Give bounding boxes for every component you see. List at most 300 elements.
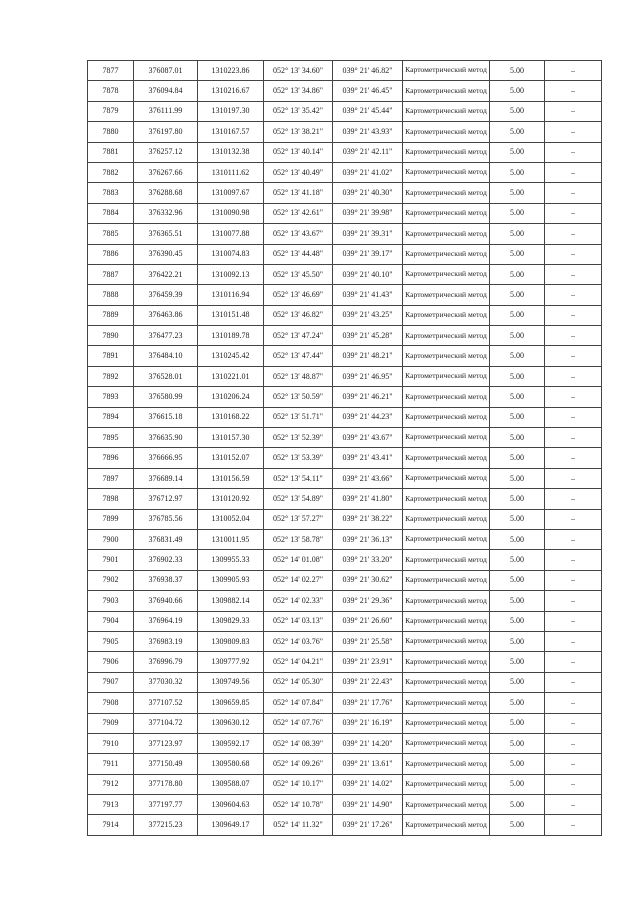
accuracy-cell: 5.00 bbox=[490, 509, 545, 529]
x-coordinate-cell: 376094.84 bbox=[134, 81, 198, 101]
point-number-cell: 7906 bbox=[88, 652, 134, 672]
latitude-cell: 052° 13' 46.82" bbox=[264, 305, 333, 325]
x-coordinate-cell: 376087.01 bbox=[134, 61, 198, 81]
point-number-cell: 7893 bbox=[88, 387, 134, 407]
latitude-cell: 052° 13' 40.49" bbox=[264, 162, 333, 182]
note-cell: – bbox=[545, 774, 602, 794]
table-row bbox=[88, 570, 602, 590]
method-cell: Картометрический метод bbox=[403, 591, 490, 611]
note-cell: – bbox=[545, 122, 602, 142]
point-number-cell: 7905 bbox=[88, 631, 134, 651]
point-number-cell: 7908 bbox=[88, 693, 134, 713]
longitude-cell: 039° 21' 40.30" bbox=[333, 183, 403, 203]
point-number-cell: 7878 bbox=[88, 81, 134, 101]
accuracy-cell: 5.00 bbox=[490, 142, 545, 162]
longitude-cell: 039° 21' 43.25" bbox=[333, 305, 403, 325]
y-coordinate-cell: 1310011.95 bbox=[198, 529, 264, 549]
longitude-cell: 039° 21' 25.58" bbox=[333, 631, 403, 651]
longitude-cell: 039° 21' 43.93" bbox=[333, 122, 403, 142]
method-cell: Картометрический метод bbox=[403, 509, 490, 529]
x-coordinate-cell: 377178.80 bbox=[134, 774, 198, 794]
point-number-cell: 7914 bbox=[88, 815, 134, 835]
x-coordinate-cell: 376111.99 bbox=[134, 101, 198, 121]
note-cell: – bbox=[545, 305, 602, 325]
method-cell: Картометрический метод bbox=[403, 672, 490, 692]
longitude-cell: 039° 21' 39.98" bbox=[333, 203, 403, 223]
latitude-cell: 052° 13' 45.50" bbox=[264, 264, 333, 284]
longitude-cell: 039° 21' 17.76" bbox=[333, 693, 403, 713]
latitude-cell: 052° 14' 03.13" bbox=[264, 611, 333, 631]
note-cell: – bbox=[545, 224, 602, 244]
table-row bbox=[88, 550, 602, 570]
x-coordinate-cell: 376422.21 bbox=[134, 264, 198, 284]
x-coordinate-cell: 376390.45 bbox=[134, 244, 198, 264]
accuracy-cell: 5.00 bbox=[490, 611, 545, 631]
accuracy-cell: 5.00 bbox=[490, 366, 545, 386]
method-cell: Картометрический метод bbox=[403, 529, 490, 549]
note-cell: – bbox=[545, 366, 602, 386]
method-cell: Картометрический метод bbox=[403, 428, 490, 448]
accuracy-cell: 5.00 bbox=[490, 183, 545, 203]
accuracy-cell: 5.00 bbox=[490, 122, 545, 142]
note-cell: – bbox=[545, 529, 602, 549]
latitude-cell: 052° 13' 34.86" bbox=[264, 81, 333, 101]
latitude-cell: 052° 13' 47.44" bbox=[264, 346, 333, 366]
point-number-cell: 7879 bbox=[88, 101, 134, 121]
table-row bbox=[88, 428, 602, 448]
table-row bbox=[88, 448, 602, 468]
latitude-cell: 052° 13' 54.11" bbox=[264, 468, 333, 488]
y-coordinate-cell: 1310077.88 bbox=[198, 224, 264, 244]
y-coordinate-cell: 1309580.68 bbox=[198, 754, 264, 774]
method-cell: Картометрический метод bbox=[403, 611, 490, 631]
table-row bbox=[88, 142, 602, 162]
method-cell: Картометрический метод bbox=[403, 693, 490, 713]
method-cell: Картометрический метод bbox=[403, 448, 490, 468]
accuracy-cell: 5.00 bbox=[490, 591, 545, 611]
accuracy-cell: 5.00 bbox=[490, 285, 545, 305]
table-row bbox=[88, 509, 602, 529]
accuracy-cell: 5.00 bbox=[490, 489, 545, 509]
latitude-cell: 052° 13' 43.67" bbox=[264, 224, 333, 244]
accuracy-cell: 5.00 bbox=[490, 81, 545, 101]
point-number-cell: 7910 bbox=[88, 733, 134, 753]
accuracy-cell: 5.00 bbox=[490, 305, 545, 325]
method-cell: Картометрический метод bbox=[403, 101, 490, 121]
y-coordinate-cell: 1309955.33 bbox=[198, 550, 264, 570]
accuracy-cell: 5.00 bbox=[490, 468, 545, 488]
method-cell: Картометрический метод bbox=[403, 264, 490, 284]
method-cell: Картометрический метод bbox=[403, 203, 490, 223]
longitude-cell: 039° 21' 39.17" bbox=[333, 244, 403, 264]
table-row bbox=[88, 693, 602, 713]
x-coordinate-cell: 377107.52 bbox=[134, 693, 198, 713]
note-cell: – bbox=[545, 203, 602, 223]
x-coordinate-cell: 376477.23 bbox=[134, 326, 198, 346]
accuracy-cell: 5.00 bbox=[490, 733, 545, 753]
longitude-cell: 039° 21' 46.95" bbox=[333, 366, 403, 386]
longitude-cell: 039° 21' 23.91" bbox=[333, 652, 403, 672]
accuracy-cell: 5.00 bbox=[490, 693, 545, 713]
point-number-cell: 7903 bbox=[88, 591, 134, 611]
x-coordinate-cell: 376332.96 bbox=[134, 203, 198, 223]
point-number-cell: 7896 bbox=[88, 448, 134, 468]
note-cell: – bbox=[545, 672, 602, 692]
accuracy-cell: 5.00 bbox=[490, 631, 545, 651]
x-coordinate-cell: 376666.95 bbox=[134, 448, 198, 468]
accuracy-cell: 5.00 bbox=[490, 101, 545, 121]
x-coordinate-cell: 376940.66 bbox=[134, 591, 198, 611]
y-coordinate-cell: 1310197.30 bbox=[198, 101, 264, 121]
x-coordinate-cell: 376580.99 bbox=[134, 387, 198, 407]
x-coordinate-cell: 377150.49 bbox=[134, 754, 198, 774]
latitude-cell: 052° 13' 34.60" bbox=[264, 61, 333, 81]
method-cell: Картометрический метод bbox=[403, 570, 490, 590]
accuracy-cell: 5.00 bbox=[490, 346, 545, 366]
y-coordinate-cell: 1310097.67 bbox=[198, 183, 264, 203]
latitude-cell: 052° 13' 50.59" bbox=[264, 387, 333, 407]
x-coordinate-cell: 377104.72 bbox=[134, 713, 198, 733]
x-coordinate-cell: 376964.19 bbox=[134, 611, 198, 631]
accuracy-cell: 5.00 bbox=[490, 795, 545, 815]
accuracy-cell: 5.00 bbox=[490, 162, 545, 182]
point-number-cell: 7892 bbox=[88, 366, 134, 386]
table-row bbox=[88, 203, 602, 223]
y-coordinate-cell: 1310156.59 bbox=[198, 468, 264, 488]
accuracy-cell: 5.00 bbox=[490, 244, 545, 264]
note-cell: – bbox=[545, 387, 602, 407]
method-cell: Картометрический метод bbox=[403, 285, 490, 305]
accuracy-cell: 5.00 bbox=[490, 326, 545, 346]
point-number-cell: 7899 bbox=[88, 509, 134, 529]
x-coordinate-cell: 376689.14 bbox=[134, 468, 198, 488]
longitude-cell: 039° 21' 26.60" bbox=[333, 611, 403, 631]
table-row bbox=[88, 264, 602, 284]
note-cell: – bbox=[545, 652, 602, 672]
latitude-cell: 052° 13' 44.48" bbox=[264, 244, 333, 264]
method-cell: Картометрический метод bbox=[403, 815, 490, 835]
coordinates-table-body bbox=[88, 61, 602, 836]
y-coordinate-cell: 1310092.13 bbox=[198, 264, 264, 284]
y-coordinate-cell: 1310157.30 bbox=[198, 428, 264, 448]
note-cell: – bbox=[545, 754, 602, 774]
accuracy-cell: 5.00 bbox=[490, 672, 545, 692]
x-coordinate-cell: 377123.97 bbox=[134, 733, 198, 753]
y-coordinate-cell: 1310167.57 bbox=[198, 122, 264, 142]
latitude-cell: 052° 13' 40.14" bbox=[264, 142, 333, 162]
point-number-cell: 7887 bbox=[88, 264, 134, 284]
latitude-cell: 052° 14' 07.76" bbox=[264, 713, 333, 733]
coordinates-table bbox=[87, 60, 602, 836]
method-cell: Картометрический метод bbox=[403, 795, 490, 815]
latitude-cell: 052° 14' 05.30" bbox=[264, 672, 333, 692]
note-cell: – bbox=[545, 611, 602, 631]
point-number-cell: 7894 bbox=[88, 407, 134, 427]
latitude-cell: 052° 13' 42.61" bbox=[264, 203, 333, 223]
note-cell: – bbox=[545, 61, 602, 81]
y-coordinate-cell: 1309630.12 bbox=[198, 713, 264, 733]
latitude-cell: 052° 14' 10.17" bbox=[264, 774, 333, 794]
x-coordinate-cell: 376983.19 bbox=[134, 631, 198, 651]
y-coordinate-cell: 1309777.92 bbox=[198, 652, 264, 672]
y-coordinate-cell: 1310052.04 bbox=[198, 509, 264, 529]
table-row bbox=[88, 81, 602, 101]
x-coordinate-cell: 376267.66 bbox=[134, 162, 198, 182]
longitude-cell: 039° 21' 36.13" bbox=[333, 529, 403, 549]
method-cell: Картометрический метод bbox=[403, 142, 490, 162]
x-coordinate-cell: 376288.68 bbox=[134, 183, 198, 203]
accuracy-cell: 5.00 bbox=[490, 550, 545, 570]
point-number-cell: 7884 bbox=[88, 203, 134, 223]
point-number-cell: 7911 bbox=[88, 754, 134, 774]
y-coordinate-cell: 1309659.85 bbox=[198, 693, 264, 713]
note-cell: – bbox=[545, 509, 602, 529]
note-cell: – bbox=[545, 550, 602, 570]
point-number-cell: 7885 bbox=[88, 224, 134, 244]
latitude-cell: 052° 13' 35.42" bbox=[264, 101, 333, 121]
latitude-cell: 052° 14' 02.27" bbox=[264, 570, 333, 590]
table-row bbox=[88, 326, 602, 346]
latitude-cell: 052° 13' 46.69" bbox=[264, 285, 333, 305]
accuracy-cell: 5.00 bbox=[490, 815, 545, 835]
table-row bbox=[88, 795, 602, 815]
x-coordinate-cell: 377030.32 bbox=[134, 672, 198, 692]
method-cell: Картометрический метод bbox=[403, 366, 490, 386]
accuracy-cell: 5.00 bbox=[490, 754, 545, 774]
y-coordinate-cell: 1309749.56 bbox=[198, 672, 264, 692]
longitude-cell: 039° 21' 40.10" bbox=[333, 264, 403, 284]
note-cell: – bbox=[545, 183, 602, 203]
point-number-cell: 7880 bbox=[88, 122, 134, 142]
point-number-cell: 7902 bbox=[88, 570, 134, 590]
latitude-cell: 052° 13' 41.18" bbox=[264, 183, 333, 203]
accuracy-cell: 5.00 bbox=[490, 61, 545, 81]
latitude-cell: 052° 13' 54.89" bbox=[264, 489, 333, 509]
longitude-cell: 039° 21' 48.21" bbox=[333, 346, 403, 366]
y-coordinate-cell: 1310223.86 bbox=[198, 61, 264, 81]
method-cell: Картометрический метод bbox=[403, 713, 490, 733]
point-number-cell: 7900 bbox=[88, 529, 134, 549]
table-row bbox=[88, 407, 602, 427]
longitude-cell: 039° 21' 46.82" bbox=[333, 61, 403, 81]
note-cell: – bbox=[545, 489, 602, 509]
accuracy-cell: 5.00 bbox=[490, 713, 545, 733]
note-cell: – bbox=[545, 101, 602, 121]
table-row bbox=[88, 183, 602, 203]
x-coordinate-cell: 376902.33 bbox=[134, 550, 198, 570]
longitude-cell: 039° 21' 30.62" bbox=[333, 570, 403, 590]
method-cell: Картометрический метод bbox=[403, 61, 490, 81]
longitude-cell: 039° 21' 17.26" bbox=[333, 815, 403, 835]
longitude-cell: 039° 21' 16.19" bbox=[333, 713, 403, 733]
note-cell: – bbox=[545, 468, 602, 488]
table-row bbox=[88, 468, 602, 488]
table-row bbox=[88, 631, 602, 651]
x-coordinate-cell: 377215.23 bbox=[134, 815, 198, 835]
x-coordinate-cell: 376484.10 bbox=[134, 346, 198, 366]
latitude-cell: 052° 13' 52.39" bbox=[264, 428, 333, 448]
latitude-cell: 052° 13' 57.27" bbox=[264, 509, 333, 529]
y-coordinate-cell: 1309592.17 bbox=[198, 733, 264, 753]
x-coordinate-cell: 376528.01 bbox=[134, 366, 198, 386]
longitude-cell: 039° 21' 38.22" bbox=[333, 509, 403, 529]
accuracy-cell: 5.00 bbox=[490, 387, 545, 407]
latitude-cell: 052° 14' 01.08" bbox=[264, 550, 333, 570]
y-coordinate-cell: 1309882.14 bbox=[198, 591, 264, 611]
latitude-cell: 052° 13' 38.21" bbox=[264, 122, 333, 142]
method-cell: Картометрический метод bbox=[403, 162, 490, 182]
point-number-cell: 7907 bbox=[88, 672, 134, 692]
longitude-cell: 039° 21' 13.61" bbox=[333, 754, 403, 774]
y-coordinate-cell: 1309905.93 bbox=[198, 570, 264, 590]
table-row bbox=[88, 387, 602, 407]
table-row bbox=[88, 754, 602, 774]
longitude-cell: 039° 21' 41.43" bbox=[333, 285, 403, 305]
y-coordinate-cell: 1310151.48 bbox=[198, 305, 264, 325]
table-row bbox=[88, 122, 602, 142]
latitude-cell: 052° 13' 53.39" bbox=[264, 448, 333, 468]
y-coordinate-cell: 1310116.94 bbox=[198, 285, 264, 305]
latitude-cell: 052° 14' 11.32" bbox=[264, 815, 333, 835]
method-cell: Картометрический метод bbox=[403, 489, 490, 509]
latitude-cell: 052° 13' 48.87" bbox=[264, 366, 333, 386]
method-cell: Картометрический метод bbox=[403, 733, 490, 753]
latitude-cell: 052° 13' 51.71" bbox=[264, 407, 333, 427]
accuracy-cell: 5.00 bbox=[490, 428, 545, 448]
longitude-cell: 039° 21' 43.41" bbox=[333, 448, 403, 468]
y-coordinate-cell: 1310189.78 bbox=[198, 326, 264, 346]
method-cell: Картометрический метод bbox=[403, 81, 490, 101]
latitude-cell: 052° 14' 02.33" bbox=[264, 591, 333, 611]
table-row bbox=[88, 285, 602, 305]
note-cell: – bbox=[545, 264, 602, 284]
x-coordinate-cell: 376615.18 bbox=[134, 407, 198, 427]
point-number-cell: 7888 bbox=[88, 285, 134, 305]
longitude-cell: 039° 21' 43.67" bbox=[333, 428, 403, 448]
note-cell: – bbox=[545, 713, 602, 733]
point-number-cell: 7877 bbox=[88, 61, 134, 81]
latitude-cell: 052° 14' 09.26" bbox=[264, 754, 333, 774]
x-coordinate-cell: 376365.51 bbox=[134, 224, 198, 244]
latitude-cell: 052° 14' 10.78" bbox=[264, 795, 333, 815]
note-cell: – bbox=[545, 795, 602, 815]
point-number-cell: 7886 bbox=[88, 244, 134, 264]
y-coordinate-cell: 1310074.83 bbox=[198, 244, 264, 264]
table-row bbox=[88, 346, 602, 366]
method-cell: Картометрический метод bbox=[403, 407, 490, 427]
note-cell: – bbox=[545, 162, 602, 182]
y-coordinate-cell: 1310090.98 bbox=[198, 203, 264, 223]
longitude-cell: 039° 21' 44.23" bbox=[333, 407, 403, 427]
method-cell: Картометрический метод bbox=[403, 550, 490, 570]
latitude-cell: 052° 13' 58.78" bbox=[264, 529, 333, 549]
latitude-cell: 052° 14' 07.84" bbox=[264, 693, 333, 713]
x-coordinate-cell: 376785.56 bbox=[134, 509, 198, 529]
note-cell: – bbox=[545, 591, 602, 611]
x-coordinate-cell: 376938.37 bbox=[134, 570, 198, 590]
y-coordinate-cell: 1309829.33 bbox=[198, 611, 264, 631]
method-cell: Картометрический метод bbox=[403, 305, 490, 325]
accuracy-cell: 5.00 bbox=[490, 264, 545, 284]
longitude-cell: 039° 21' 29.36" bbox=[333, 591, 403, 611]
accuracy-cell: 5.00 bbox=[490, 652, 545, 672]
y-coordinate-cell: 1309588.07 bbox=[198, 774, 264, 794]
y-coordinate-cell: 1310206.24 bbox=[198, 387, 264, 407]
method-cell: Картометрический метод bbox=[403, 244, 490, 264]
point-number-cell: 7882 bbox=[88, 162, 134, 182]
table-row bbox=[88, 489, 602, 509]
point-number-cell: 7881 bbox=[88, 142, 134, 162]
y-coordinate-cell: 1310216.67 bbox=[198, 81, 264, 101]
note-cell: – bbox=[545, 631, 602, 651]
longitude-cell: 039° 21' 46.45" bbox=[333, 81, 403, 101]
method-cell: Картометрический метод bbox=[403, 326, 490, 346]
note-cell: – bbox=[545, 244, 602, 264]
x-coordinate-cell: 376831.49 bbox=[134, 529, 198, 549]
y-coordinate-cell: 1310111.62 bbox=[198, 162, 264, 182]
longitude-cell: 039° 21' 45.44" bbox=[333, 101, 403, 121]
point-number-cell: 7890 bbox=[88, 326, 134, 346]
point-number-cell: 7913 bbox=[88, 795, 134, 815]
longitude-cell: 039° 21' 33.20" bbox=[333, 550, 403, 570]
y-coordinate-cell: 1310120.92 bbox=[198, 489, 264, 509]
accuracy-cell: 5.00 bbox=[490, 407, 545, 427]
table-row bbox=[88, 529, 602, 549]
point-number-cell: 7909 bbox=[88, 713, 134, 733]
y-coordinate-cell: 1310132.38 bbox=[198, 142, 264, 162]
x-coordinate-cell: 376463.86 bbox=[134, 305, 198, 325]
point-number-cell: 7883 bbox=[88, 183, 134, 203]
method-cell: Картометрический метод bbox=[403, 346, 490, 366]
longitude-cell: 039° 21' 42.11" bbox=[333, 142, 403, 162]
y-coordinate-cell: 1310152.07 bbox=[198, 448, 264, 468]
table-row bbox=[88, 224, 602, 244]
method-cell: Картометрический метод bbox=[403, 183, 490, 203]
x-coordinate-cell: 377197.77 bbox=[134, 795, 198, 815]
note-cell: – bbox=[545, 570, 602, 590]
x-coordinate-cell: 376712.97 bbox=[134, 489, 198, 509]
table-row bbox=[88, 101, 602, 121]
method-cell: Картометрический метод bbox=[403, 224, 490, 244]
x-coordinate-cell: 376635.90 bbox=[134, 428, 198, 448]
note-cell: – bbox=[545, 142, 602, 162]
method-cell: Картометрический метод bbox=[403, 754, 490, 774]
table-row bbox=[88, 591, 602, 611]
table-row bbox=[88, 61, 602, 81]
note-cell: – bbox=[545, 407, 602, 427]
x-coordinate-cell: 376996.79 bbox=[134, 652, 198, 672]
x-coordinate-cell: 376257.12 bbox=[134, 142, 198, 162]
table-row bbox=[88, 652, 602, 672]
y-coordinate-cell: 1309604.63 bbox=[198, 795, 264, 815]
accuracy-cell: 5.00 bbox=[490, 448, 545, 468]
method-cell: Картометрический метод bbox=[403, 774, 490, 794]
table-row bbox=[88, 611, 602, 631]
table-row bbox=[88, 713, 602, 733]
point-number-cell: 7904 bbox=[88, 611, 134, 631]
note-cell: – bbox=[545, 733, 602, 753]
table-row bbox=[88, 815, 602, 835]
latitude-cell: 052° 13' 47.24" bbox=[264, 326, 333, 346]
point-number-cell: 7898 bbox=[88, 489, 134, 509]
accuracy-cell: 5.00 bbox=[490, 529, 545, 549]
note-cell: – bbox=[545, 326, 602, 346]
latitude-cell: 052° 14' 04.21" bbox=[264, 652, 333, 672]
longitude-cell: 039° 21' 22.43" bbox=[333, 672, 403, 692]
longitude-cell: 039° 21' 45.28" bbox=[333, 326, 403, 346]
y-coordinate-cell: 1310221.01 bbox=[198, 366, 264, 386]
y-coordinate-cell: 1310245.42 bbox=[198, 346, 264, 366]
